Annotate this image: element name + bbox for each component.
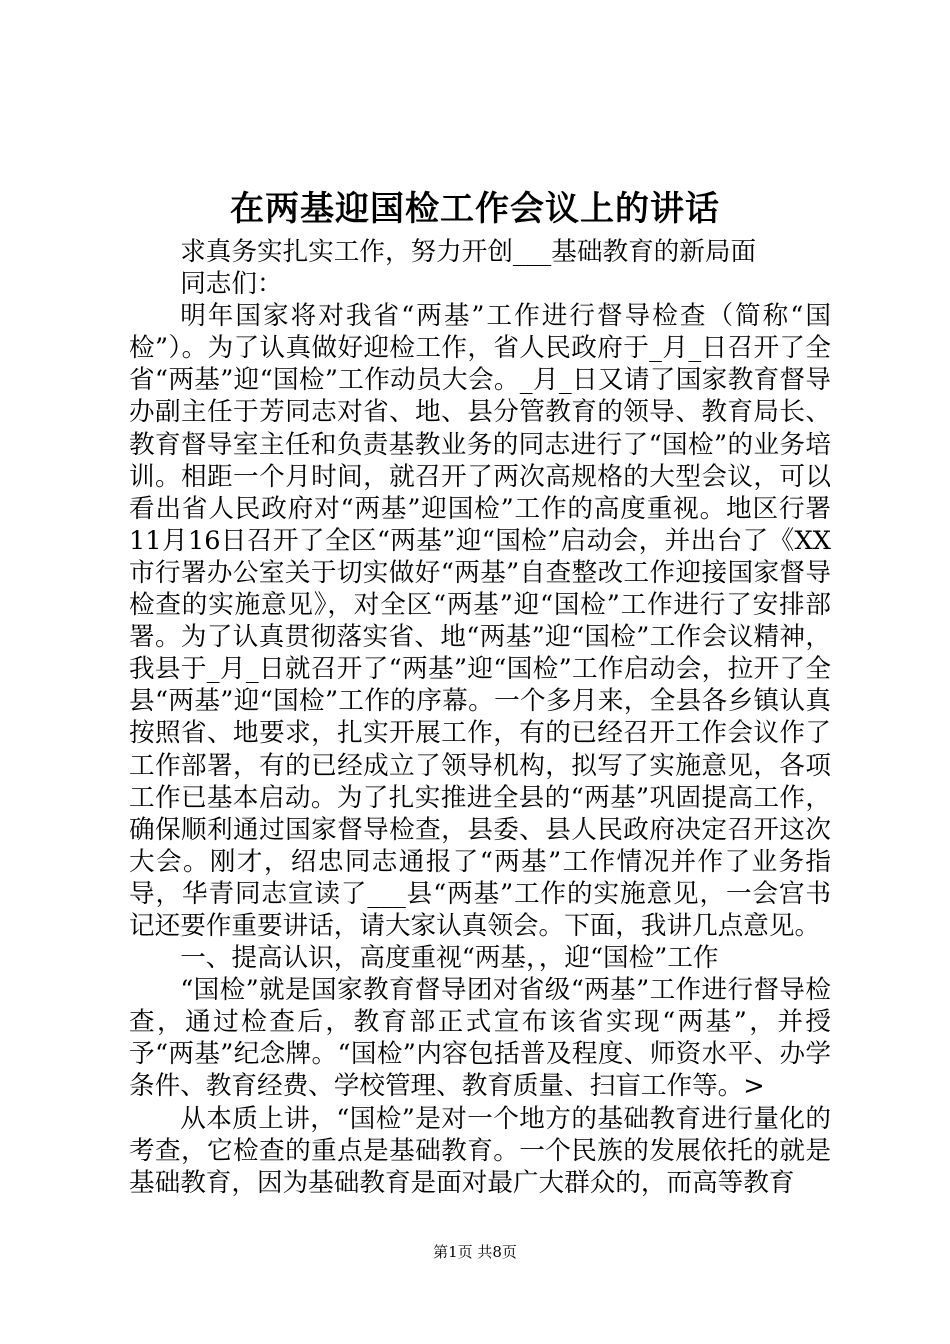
section-heading: 一、提高认识，高度重视“两基，，迎“国检”工作 bbox=[180, 943, 719, 974]
document-body bbox=[129, 236, 831, 1199]
body-paragraph: 从本质上讲，“国检”是对一个地方的基础教育进行量化的考查，它检查的重点是基础教育。一个民族的发展依托的就是基础教育，因为基础教育是面对最广大群众的，而高等教育 bbox=[129, 1103, 831, 1198]
salutation-paragraph: 同志们： bbox=[180, 269, 283, 300]
subtitle-paragraph: 求真务实扎实工作，努力开创___基础教育的新局面 bbox=[180, 237, 757, 267]
document-title: 在两基迎国检工作会议上的讲话 bbox=[230, 189, 720, 229]
page-footer: 第1页 共8页 bbox=[433, 1243, 517, 1261]
body-paragraph: 明年国家将对我省“两基”工作进行督导检查（简称“国检”）。为了认真做好迎检工作，省人民政府于_月_日召开了全省“两基”迎“国检”工作动员大会。_月_日又请了国家教育督导办副主任于芳同志对省、地、县分管教育的领导、教育局长、教育督导室主任和负责基教业务的同志进行了“国检”的业务培训。相距一个月时间，就召开了两次高规格的大型会议，可以看出省人民政府对“两基”迎国检”工作的高度重视。地区行署11月16日召开了全区“两基”迎“国检”启动会，并出台了《XX市行署办公室关于切实做好“两基”自查整改工作迎接国家督导检查的实施意见》，对全区“两基”迎“国检”工作进行了安排部署。为了认真贯彻落实省、地“两基”迎“国检”工作会议精神，我县于_月_日就召开了“两基”迎“国检”工作启动会，拉开了全县“两基”迎“国检”工作的序幕。一个多月来，全县各乡镇认真按照省、地要求，扎实开展工作，有的已经召开工作会议作了工作部署，有的已经成立了领导机构，拟写了实施意见，各项工作已基本启动。为了扎实推进全县的“两基”巩固提高工作，确保顺利通过国家督导检查，县委、县人民政府决定召开这次大会。刚才，绍忠同志通报了“两基”工作情况并作了业务指导，华青同志宣读了___县“两基”工作的实施意见，一会宫书记还要作重要讲话，请大家认真领会。下面，我讲几点意见。 bbox=[129, 301, 831, 941]
body-paragraph: “国检”就是国家教育督导团对省级“两基”工作进行督导检查，通过检查后，教育部正式宣布该省实现“两基”，并授予“两基”纪念牌。“国检”内容包括普及程度、师资水平、办学条件、教育经费、学校管理、教育质量、扫盲工作等。> bbox=[129, 975, 831, 1102]
